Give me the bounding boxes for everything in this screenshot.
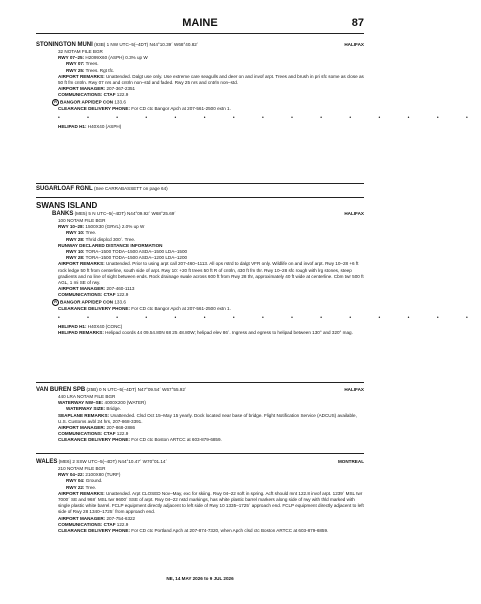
radar-circle-icon: R <box>52 299 59 306</box>
decl10-value: TORA–1500 TODA–1500 ASDA–1500 LDA–1500 <box>85 249 188 255</box>
airport-ident: (ME5) <box>74 211 88 216</box>
decl28-label: RWY 28: <box>66 255 85 261</box>
heli-label: HELIPAD H1: <box>58 124 87 130</box>
divider <box>36 197 364 198</box>
comms-value: 122.9 <box>116 92 129 98</box>
airport-info: 1 NW UTC–5(–4DT) N44°10.39´ W68°40.82´ <box>106 42 199 47</box>
airport-info: 0 N UTC–5(–4DT) N47°09.54´ W67°55.92´ <box>99 387 187 392</box>
decl10-label: RWY 10: <box>66 249 85 255</box>
rwy04-label: RWY 04: <box>66 478 85 484</box>
remarks <box>36 491 364 516</box>
manager-value: 207-460-1113 <box>106 286 135 292</box>
airport-name: WALES <box>36 459 58 465</box>
manager-label: AIRPORT MANAGER: <box>58 286 106 292</box>
airport-entry-banks <box>36 211 481 336</box>
rwy-value: H2099X60 (ASPH) 0.3% up W <box>85 55 148 61</box>
comms-label: COMMUNICATIONS: CTAF <box>58 431 116 437</box>
app-label: BANGOR APP/DEP CON <box>60 99 114 105</box>
heli-value: H40X40 (ASPH) <box>87 124 122 130</box>
chart-name: MONTREAL <box>337 459 364 464</box>
manager-label: AIRPORT MANAGER: <box>58 515 106 521</box>
chart-name: HALIFAX <box>344 42 364 47</box>
rwy28-label: RWY 28: <box>66 236 85 242</box>
elev-line: 100 NOTAM FILE BGR <box>58 218 106 223</box>
waterway-label: WATERWAY NW–SE: <box>58 400 104 406</box>
clr-label: CLEARANCE DELIVERY PHONE: <box>58 437 130 443</box>
effective-dates-footer: NE, 14 MAY 2026 to 9 JUL 2026 <box>166 575 234 581</box>
airport-ident: (25B) <box>86 387 98 392</box>
waterway-size-value: Bridge. <box>106 406 121 412</box>
rwy-label: RWY 07–25: <box>58 55 85 61</box>
airport-ident: (ME6) <box>58 459 72 464</box>
heli-label: HELIPAD H1: <box>58 324 87 330</box>
comms-label: COMMUNICATIONS: CTAF <box>58 521 116 527</box>
header-rule <box>36 33 364 34</box>
divider <box>36 453 364 454</box>
rwy-value: 2100X80 (TURF) <box>85 472 121 478</box>
clr-label: CLEARANCE DELIVERY PHONE: <box>58 105 130 111</box>
rwy22-label: RWY 22: <box>66 484 85 490</box>
app-value: 133.6 <box>114 99 126 105</box>
airport-entry-van-buren <box>36 387 364 444</box>
app-label: BANGOR APP/DEP CON <box>60 299 114 305</box>
airport-info: 5 N UTC–5(–4DT) N44°09.92´ W68°25.69´ <box>88 211 176 216</box>
rwy07-label: RWY 07: <box>66 61 85 67</box>
elev-line: 32 NOTAM FILE BGR <box>58 49 103 54</box>
airport-name: VAN BUREN SPB <box>36 387 86 393</box>
rwy-value: 1500X30 (GRVL) 2.0% up W <box>85 224 145 230</box>
heli-remarks-text: Helipad coords 44 09.54.80N 68 25 48.80W; helipad elev 86´. Ingress and egress to helipad between 130° and 320° mag. <box>105 330 353 336</box>
remarks-label: AIRPORT REMARKS: <box>58 490 105 496</box>
rwy10-value: Tree. <box>85 230 97 236</box>
separator-dots: • • • • • • • • • • • • • • • <box>58 314 481 321</box>
page-number: 87 <box>351 17 364 29</box>
heli-remarks-label: HELIPAD REMARKS: <box>58 330 104 336</box>
airport-entry-wales <box>36 459 364 534</box>
airport-name: SUGARLOAF RGNL <box>36 186 93 192</box>
manager-value: 207-754-6322 <box>106 515 136 521</box>
comms-label: COMMUNICATIONS: CTAF <box>58 292 116 298</box>
rwy04-value: Ground. <box>85 478 103 484</box>
remarks-text: Unattended. Clsd Oct 15–May 15 yearly. Dock located near base of bridge. Flight Notification Service (ADCUS) available, U.S. Customs avbl 24 hrs, 207-868-3391. <box>58 412 357 424</box>
airport-name: BANKS <box>52 211 74 217</box>
elev-line: 440 LRA NOTAM FILE BGR <box>58 394 116 399</box>
airport-reference: (See CARRABASSETT on page 64) <box>93 186 168 191</box>
heli-remarks <box>36 330 364 336</box>
comms-value: 122.9 <box>116 431 129 437</box>
rwy25-label: RWY 25: <box>66 67 85 73</box>
city-section-title: SWANS ISLAND <box>36 201 98 210</box>
rwy25-value: Trees. Rgt tfc. <box>85 67 115 73</box>
rwy10-label: RWY 10: <box>66 230 85 236</box>
remarks-text: Unattended. Dalgt use only. Use extreme care seagulls and deer on and invof arpt. Trees and brush in pri sfc some as close as 50 ft fm cntrln. Rwy 07 nrs and cntrln non–std and faded. Rwy 25 nrs and cntrln non–std. <box>58 73 364 86</box>
comms-value: 122.9 <box>116 521 129 527</box>
heli-value: H40X40 (CONC) <box>87 324 123 330</box>
rwy07-value: Trees. <box>85 61 99 67</box>
clr-value: For CD ctc Portland Apch at 207-874-7320, when Apch clsd ctc Boston ARTCC at 603-879-6859. <box>131 528 329 534</box>
remarks-label: AIRPORT REMARKS: <box>58 73 105 79</box>
clr-label: CLEARANCE DELIVERY PHONE: <box>58 528 130 534</box>
chart-name: HALIFAX <box>344 387 364 392</box>
state-title: MAINE <box>182 17 218 29</box>
declared-distance-label: RUNWAY DECLARED DISTANCE INFORMATION <box>58 242 163 248</box>
waterway-size-label: WATERWAY SIZE: <box>66 406 106 412</box>
clr-value: For CD ctc Boston ARTCC at 603-879-6859. <box>131 437 222 443</box>
remarks <box>36 413 364 425</box>
rwy22-value: Tree. <box>85 484 97 490</box>
chart-name: HALIFAX <box>344 211 364 216</box>
remarks-label: SEAPLANE REMARKS: <box>58 412 110 418</box>
rwy-label: RWY 04–22: <box>58 472 85 478</box>
airport-info: 2 SSW UTC–5(–4DT) N44°10.47´ W70°01.14´ <box>72 459 167 464</box>
rwy-label: RWY 10–28: <box>58 224 85 230</box>
airport-title-line <box>36 42 364 49</box>
remarks-text: Unattended. Arpt CLOSED Nov–May, exc for skiing. Rwy 04–22 soft in spring. Acft should mnt 122.8 invof arpt. 1239´ MSL twr 7000´ SE and 968´ MSL twr 9600´ SSE of arpt. Rwy 04–22 nstd markings, has white plastic barrel markers along side of rwy with thld marked with single plastic white barrel. FCLP equipment directly adjacent to left side of Rwy 10 1335–1725´ approach end. FCLP equipment directly adjacent to left side of Rwy 28 1340–1725´ from approach end. <box>58 490 364 515</box>
remarks <box>36 74 364 86</box>
clr-value: For CD ctc Bangor Apch at 207-561-2500 extn 1. <box>131 105 231 111</box>
remarks-label: AIRPORT REMARKS: <box>58 261 105 267</box>
airport-entry-sugarloaf <box>36 186 364 193</box>
comms-label: COMMUNICATIONS: CTAF <box>58 92 116 98</box>
clearance-delivery <box>36 528 364 534</box>
manager-label: AIRPORT MANAGER: <box>58 86 106 92</box>
clr-label: CLEARANCE DELIVERY PHONE: <box>58 305 130 311</box>
radar-circle-icon: R <box>52 99 59 106</box>
manager-value: 207-868-2886 <box>106 425 136 431</box>
section-title-line <box>36 201 364 210</box>
remarks <box>36 261 364 286</box>
rwy28-value: Thrid displcd 300´. Tree. <box>85 236 136 242</box>
divider <box>36 183 364 184</box>
divider <box>36 382 364 383</box>
app-value: 133.6 <box>114 299 126 305</box>
decl28-value: TORA–1500 TODA–1500 ASDA–1200 LDA–1200 <box>85 255 188 261</box>
waterway-value: 4000X200 (WATER) <box>104 400 146 406</box>
separator-dots: • • • • • • • • • • • • • • • <box>58 114 481 121</box>
remarks-text: Unattended. Prior to using arpt call 207-460–1113. All ops rstrd to dalgt VFR only. Wildlife on and invof arpt. Rwy 10–28 +6 ft rock ledge 50 ft from centerline, south side of arpt. Rwy 10: +20 ft trees 50 ft R of cntrln, 430 ft fm thr. Rwy 10–28 sfc rough with lrg stones, steep gradients and no line of sight between ends. Rock drainage swale across 600 ft from Rwy 28 thr, approximately 40 ft wide at centerline. Cbm twr 500 ft AGL, 1 mi SE of rwy. <box>58 261 364 286</box>
airport-entry-stonington <box>36 42 481 130</box>
manager-label: AIRPORT MANAGER: <box>58 425 106 431</box>
airport-ident: (93B) <box>94 42 106 47</box>
comms-value: 122.9 <box>116 292 129 298</box>
manager-value: 207-367-2351 <box>106 86 136 92</box>
elev-line: 210 NOTAM FILE BGR <box>58 466 106 471</box>
page-header <box>36 17 364 32</box>
airport-name: STONINGTON MUNI <box>36 42 93 48</box>
clr-value: For CD ctc Bangor Apch at 207-561-2500 extn 1. <box>131 305 231 311</box>
